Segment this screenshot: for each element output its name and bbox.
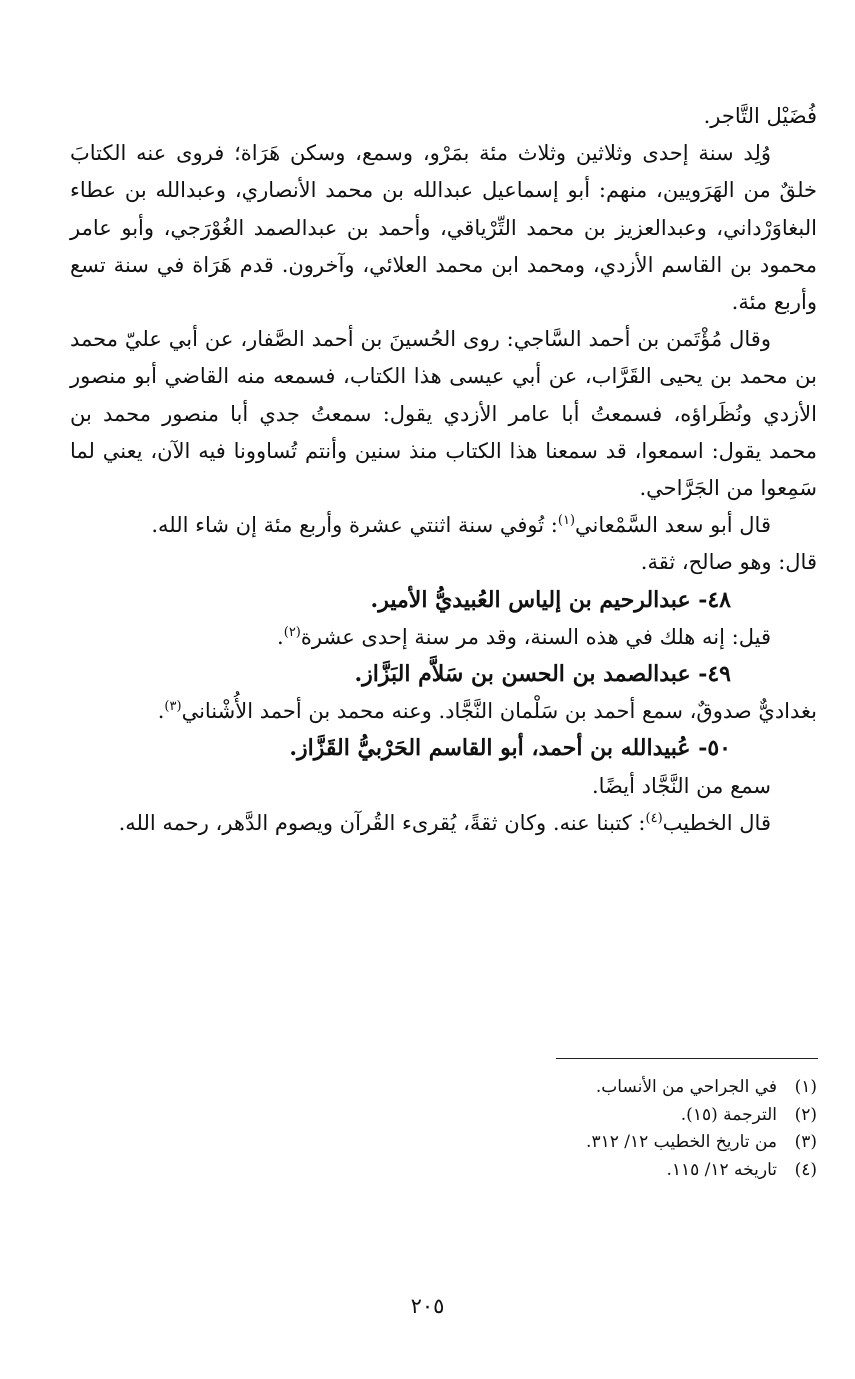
paragraph-death-date xyxy=(70,507,817,544)
entry-quote-50 xyxy=(70,805,817,842)
footnote-3 xyxy=(300,1129,817,1157)
entry-text: بغداديٌّ صدوقٌ، سمع أحمد بن سَلْمان النَّجَّاد. وعنه محمد بن أحمد الأُشْناني xyxy=(181,699,817,724)
footnote-ref-4: (٤) xyxy=(645,810,663,826)
footnote-2 xyxy=(300,1102,817,1130)
footnote-number: (١) xyxy=(794,1077,817,1097)
footnote-text: تاريخه ١٢/ ١١٥. xyxy=(666,1159,777,1180)
footnote-ref-1: (١) xyxy=(557,513,576,529)
footnote-number: (٤) xyxy=(794,1159,817,1180)
footnote-ref-2: (٢) xyxy=(283,624,301,640)
entry-text: قال الخطيب xyxy=(662,810,771,835)
entry-heading-49: ٤٩- عبدالصمد بن الحسن بن سَلاَّم البَزَّاز. xyxy=(354,661,731,688)
entry-text-48 xyxy=(70,619,817,656)
paragraph-text: قال أبو سعد السَّمْعاني xyxy=(575,513,771,538)
footnote-1 xyxy=(300,1074,817,1102)
footnote-ref-3: (٣) xyxy=(164,699,182,715)
footnote-number: (٢) xyxy=(794,1104,817,1125)
paragraph-text: : تُوفي سنة اثنتي عشرة وأربع مئة إن شاء الله. xyxy=(151,513,558,538)
paragraph-grading: قال: وهو صالح، ثقة. xyxy=(640,550,817,575)
footnote-text: الترجمة (١٥). xyxy=(680,1104,777,1125)
entry-text: قيل: إنه هلك في هذه السنة، وقد مر سنة إحدى عشرة xyxy=(300,624,771,649)
footnote-divider xyxy=(556,1058,818,1059)
paragraph-biography: وُلِد سنة إحدى وثلاثين وثلاث مئة بمَرْو، وسمع، وسكن هَرَاة؛ فروى عنه الكتابَ خلقٌ من الهَرَويين، منهم: أبو إسماعيل عبدالله بن محمد الأنصاري، وعبدالله بن عطاء البغاوَرْداني، وعبدالعزيز بن محمد التِّرْياقي، وأحمد بن عبدالصمد الغُوْرَجي، وأبو عامر محمود بن القاسم الأزدي، ومحمد ابن محمد العلائي، وآخرون. قدم هَرَاة في سنة تسع وأربع مئة. xyxy=(70,141,817,315)
entry-text-49 xyxy=(70,693,817,730)
main-text xyxy=(70,98,817,842)
footnote-4 xyxy=(300,1157,817,1185)
footnote-number: (٣) xyxy=(794,1132,817,1152)
entry-heading-48: ٤٨- عبدالرحيم بن إلياس العُبيديُّ الأمير. xyxy=(370,586,731,613)
footnote-text: في الجراحي من الأنساب. xyxy=(595,1077,777,1097)
page-number: ٢٠٥ xyxy=(410,1294,445,1318)
entry-text: . xyxy=(157,699,165,724)
footnotes xyxy=(300,1074,817,1184)
entry-text: . xyxy=(277,624,284,649)
entry-text-50: سمع من النَّجَّاد أيضًا. xyxy=(591,773,771,798)
entry-heading-50: ٥٠- عُبيدالله بن أحمد، أبو القاسم الحَرْبيُّ القَزَّاز. xyxy=(289,735,731,762)
entry-text: : كتبنا عنه. وكان ثقةً، يُقرىء القُرآن ويصوم الدَّهر، رحمه الله. xyxy=(118,810,646,835)
footnote-text: من تاريخ الخطيب ١٢/ ٣١٢. xyxy=(586,1132,777,1152)
opening-line: فُضَيْل التَّاجر. xyxy=(703,104,817,128)
paragraph-narration: وقال مُؤْتَمن بن أحمد السَّاجي: روى الحُسينَ بن أحمد الصَّفار، عن أبي عليّ محمد بن محمد بن يحيى القَرَّاب، عن أبي عيسى هذا الكتاب، فسمعه منه القاضي أبو منصور الأزدي ونُظَراؤه، فسمعتُ أبا عامر الأزدي يقول: سمعتُ جدي أبا منصور محمد بن محمد يقول: اسمعوا، قد سمعنا هذا الكتاب منذ سنين وأنتم تُساوونا فيه الآن، يعني لما سَمِعوا من الجَرَّاحي. xyxy=(70,327,817,501)
